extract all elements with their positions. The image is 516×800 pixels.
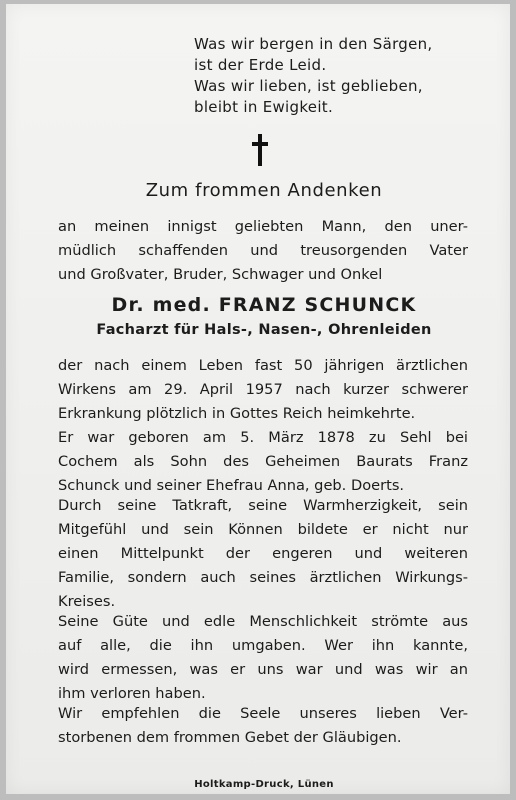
heading: Zum frommen Andenken bbox=[145, 180, 383, 201]
text-line: müdlich schaffenden und treusorgenden Vater bbox=[58, 242, 468, 259]
text-line: an meinen innigst geliebten Mann, den uner- bbox=[58, 218, 468, 235]
text-line: Familie, sondern auch seines ärztlichen Wirkungs- bbox=[58, 569, 468, 586]
paragraph-1 bbox=[58, 354, 468, 426]
poem-line: Was wir bergen in den Särgen, bbox=[194, 35, 433, 53]
poem-line: ist der Erde Leid. bbox=[194, 56, 327, 74]
poem bbox=[194, 34, 494, 118]
memorial-card bbox=[6, 4, 510, 794]
text-line: Durch seine Tatkraft, seine Warmherzigkeit, sein bbox=[58, 497, 468, 514]
text-line: Kreises. bbox=[58, 593, 116, 610]
text-line: Seine Güte und edle Menschlichkeit strömte aus bbox=[58, 613, 468, 630]
text-line: Cochem als Sohn des Geheimen Baurats Franz bbox=[58, 453, 468, 470]
text-line: Mitgefühl und sein Können bildete er nicht nur bbox=[58, 521, 468, 538]
printer-credit: Holtkamp-Druck, Lünen bbox=[194, 779, 334, 790]
text-line: Erkrankung plötzlich in Gottes Reich heimkehrte. bbox=[58, 405, 416, 422]
paragraph-4 bbox=[58, 610, 468, 706]
text-line: und Großvater, Bruder, Schwager und Onkel bbox=[58, 266, 383, 283]
intro-text bbox=[58, 215, 468, 287]
text-line: Wir empfehlen die Seele unseres lieben Ver- bbox=[58, 705, 468, 722]
deceased-name: Dr. med. FRANZ SCHUNCK bbox=[111, 294, 417, 316]
text-line: Wirkens am 29. April 1957 nach kurzer schwerer bbox=[58, 381, 468, 398]
specialty: Facharzt für Hals-, Nasen-, Ohrenleiden bbox=[96, 322, 432, 338]
paragraph-5 bbox=[58, 702, 468, 750]
text-line: auf alle, die ihn umgaben. Wer ihn kannte, bbox=[58, 637, 468, 654]
text-line: einen Mittelpunkt der engeren und weiteren bbox=[58, 545, 468, 562]
text-line: der nach einem Leben fast 50 jährigen ärztlichen bbox=[58, 357, 468, 374]
text-line: Er war geboren am 5. März 1878 zu Sehl bei bbox=[58, 429, 468, 446]
text-line: wird ermessen, was er uns war und was wir an bbox=[58, 661, 468, 678]
text-line: storbenen dem frommen Gebet der Gläubigen. bbox=[58, 729, 402, 746]
poem-line: bleibt in Ewigkeit. bbox=[194, 98, 334, 116]
poem-line: Was wir lieben, ist geblieben, bbox=[194, 77, 423, 95]
cross-icon bbox=[252, 134, 268, 166]
paragraph-2 bbox=[58, 426, 468, 498]
text-line: ihm verloren haben. bbox=[58, 685, 206, 702]
text-line: Schunck und seiner Ehefrau Anna, geb. Doerts. bbox=[58, 477, 405, 494]
paragraph-3 bbox=[58, 494, 468, 614]
